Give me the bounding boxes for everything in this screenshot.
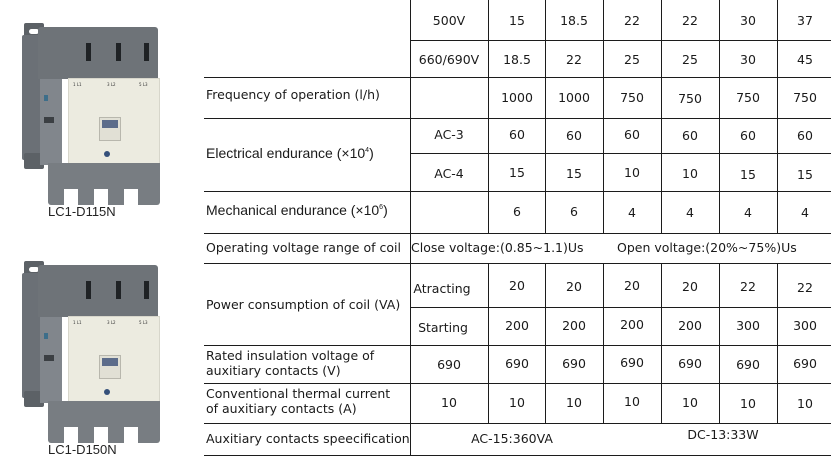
value-cell: 750 <box>793 90 817 105</box>
col-divider <box>488 263 489 423</box>
product-model-label: LC1-D150N <box>48 442 117 457</box>
value-cell: 15 <box>509 165 525 180</box>
col-divider <box>545 0 546 233</box>
row-divider <box>204 423 831 424</box>
col-divider <box>603 263 604 423</box>
value-cell: 45 <box>797 52 813 67</box>
value-cell: 18.5 <box>503 52 531 67</box>
value-cell: 4 <box>686 205 694 220</box>
value-cell: 300 <box>793 318 817 333</box>
value-cell: 30 <box>740 52 756 67</box>
row-divider <box>204 233 831 234</box>
value-cell: 200 <box>562 318 586 333</box>
col-divider <box>410 0 411 456</box>
value-cell: 15 <box>797 167 813 182</box>
col-divider <box>488 0 489 233</box>
value-cell: 60 <box>797 128 813 143</box>
product-image-lc1-d115n <box>10 15 148 185</box>
value-cell: 4 <box>744 205 752 220</box>
mode-cell: Atracting <box>413 281 471 296</box>
value-cell: 750 <box>678 91 702 106</box>
col-divider <box>603 0 604 233</box>
category-cell: AC-3 <box>434 127 464 142</box>
value-cell: 22 <box>740 279 756 294</box>
value-cell: 300 <box>736 318 760 333</box>
status-window <box>99 355 121 379</box>
value-cell: 60 <box>509 127 525 142</box>
value-cell: 750 <box>736 90 760 105</box>
row-label: Frequency of operation (l/h) <box>206 87 380 102</box>
value-cell: 10 <box>624 394 640 409</box>
value-cell: 690 <box>678 356 702 371</box>
value-cell: 10 <box>797 396 813 411</box>
col-divider <box>719 0 720 233</box>
category-cell: AC-4 <box>434 166 464 181</box>
value-cell: 22 <box>566 52 582 67</box>
value-cell: 690 <box>437 357 461 372</box>
value-cell: 1000 <box>501 90 533 105</box>
row-label: Auxitiary contacts speecification <box>206 431 410 446</box>
value-cell: 6 <box>513 204 521 219</box>
value-cell: 200 <box>678 318 702 333</box>
value-cell: 200 <box>620 317 644 332</box>
value-cell: 10 <box>740 396 756 411</box>
row-divider <box>204 263 831 264</box>
contactor-front-face: 1 L1 3 L2 5 L3 <box>68 78 160 180</box>
col-divider <box>777 263 778 423</box>
value-cell: 18.5 <box>560 13 588 28</box>
value-cell: 200 <box>505 318 529 333</box>
value-cell: 37 <box>797 13 813 28</box>
contactor-bottom-cover <box>48 401 160 443</box>
col-divider <box>719 263 720 423</box>
row-label: Electrical endurance $(\times 10^4)$ <box>206 145 374 161</box>
row-label: Conventional thermal current of auxitiary contacts (A) <box>206 386 391 416</box>
value-cell: 690 <box>505 356 529 371</box>
value-cell: 1000 <box>558 90 590 105</box>
close-voltage-text: Close voltage:(0.85~1.1)Us <box>411 240 584 255</box>
value-cell: 750 <box>620 90 644 105</box>
value-cell: 22 <box>624 13 640 28</box>
value-cell: 20 <box>566 279 582 294</box>
col-divider <box>545 263 546 423</box>
value-cell: 20 <box>682 279 698 294</box>
voltage-cell: 660/690V <box>418 52 480 67</box>
row-divider <box>204 77 831 78</box>
contactor-front-face: 1 L1 3 L2 5 L3 <box>68 316 160 418</box>
contactor-terminal-cover <box>38 265 158 317</box>
value-cell: 60 <box>740 128 756 143</box>
row-divider <box>204 455 831 456</box>
value-cell: 10 <box>441 395 457 410</box>
dc-rating-text: DC-13:33W <box>687 427 759 442</box>
value-cell: 15 <box>740 167 756 182</box>
value-cell: 4 <box>628 205 636 220</box>
col-divider <box>777 0 778 233</box>
col-divider <box>661 263 662 423</box>
row-divider <box>204 191 831 192</box>
row-label: Power consumption of coil (VA) <box>206 297 401 312</box>
open-voltage-text: Open voltage:(20%~75%)Us <box>617 240 797 255</box>
value-cell: 10 <box>682 395 698 410</box>
voltage-cell: 500V <box>432 13 466 28</box>
product-model-label: LC1-D115N <box>48 204 116 219</box>
value-cell: 22 <box>797 280 813 295</box>
row-divider <box>204 345 831 346</box>
value-cell: 10 <box>509 395 525 410</box>
value-cell: 60 <box>566 128 582 143</box>
value-cell: 25 <box>624 52 640 67</box>
row-label: Mechanical endurance $(\times 10^6)$ <box>206 202 388 218</box>
row-divider <box>410 40 831 41</box>
contactor-terminal-cover <box>38 27 158 79</box>
value-cell: 15 <box>566 166 582 181</box>
value-cell: 690 <box>793 356 817 371</box>
value-cell: 690 <box>736 357 760 372</box>
value-cell: 690 <box>620 355 644 370</box>
value-cell: 20 <box>509 278 525 293</box>
value-cell: 20 <box>624 278 640 293</box>
value-cell: 4 <box>801 205 809 220</box>
value-cell: 15 <box>509 13 525 28</box>
value-cell: 60 <box>682 128 698 143</box>
value-cell: 6 <box>570 204 578 219</box>
row-label: Operating voltage range of coil <box>206 240 401 255</box>
value-cell: 10 <box>682 166 698 181</box>
mode-cell: Starting <box>418 320 468 335</box>
value-cell: 22 <box>682 13 698 28</box>
product-image-lc1-d150n <box>10 253 148 423</box>
row-divider <box>204 383 831 384</box>
value-cell: 10 <box>624 165 640 180</box>
value-cell: 60 <box>624 127 640 142</box>
row-divider <box>204 118 831 119</box>
value-cell: 25 <box>682 52 698 67</box>
col-divider <box>661 0 662 233</box>
value-cell: 690 <box>562 356 586 371</box>
value-cell: 10 <box>566 395 582 410</box>
contactor-bottom-cover <box>48 163 160 205</box>
ac-rating-text: AC-15:360VA <box>471 431 553 446</box>
value-cell: 30 <box>740 13 756 28</box>
row-divider <box>410 153 831 154</box>
status-window <box>99 117 121 141</box>
indicator-screw <box>104 151 110 157</box>
row-label: Rated insulation voltage of auxitiary contacts (V) <box>206 348 375 378</box>
row-divider <box>410 307 831 308</box>
indicator-screw <box>104 389 110 395</box>
